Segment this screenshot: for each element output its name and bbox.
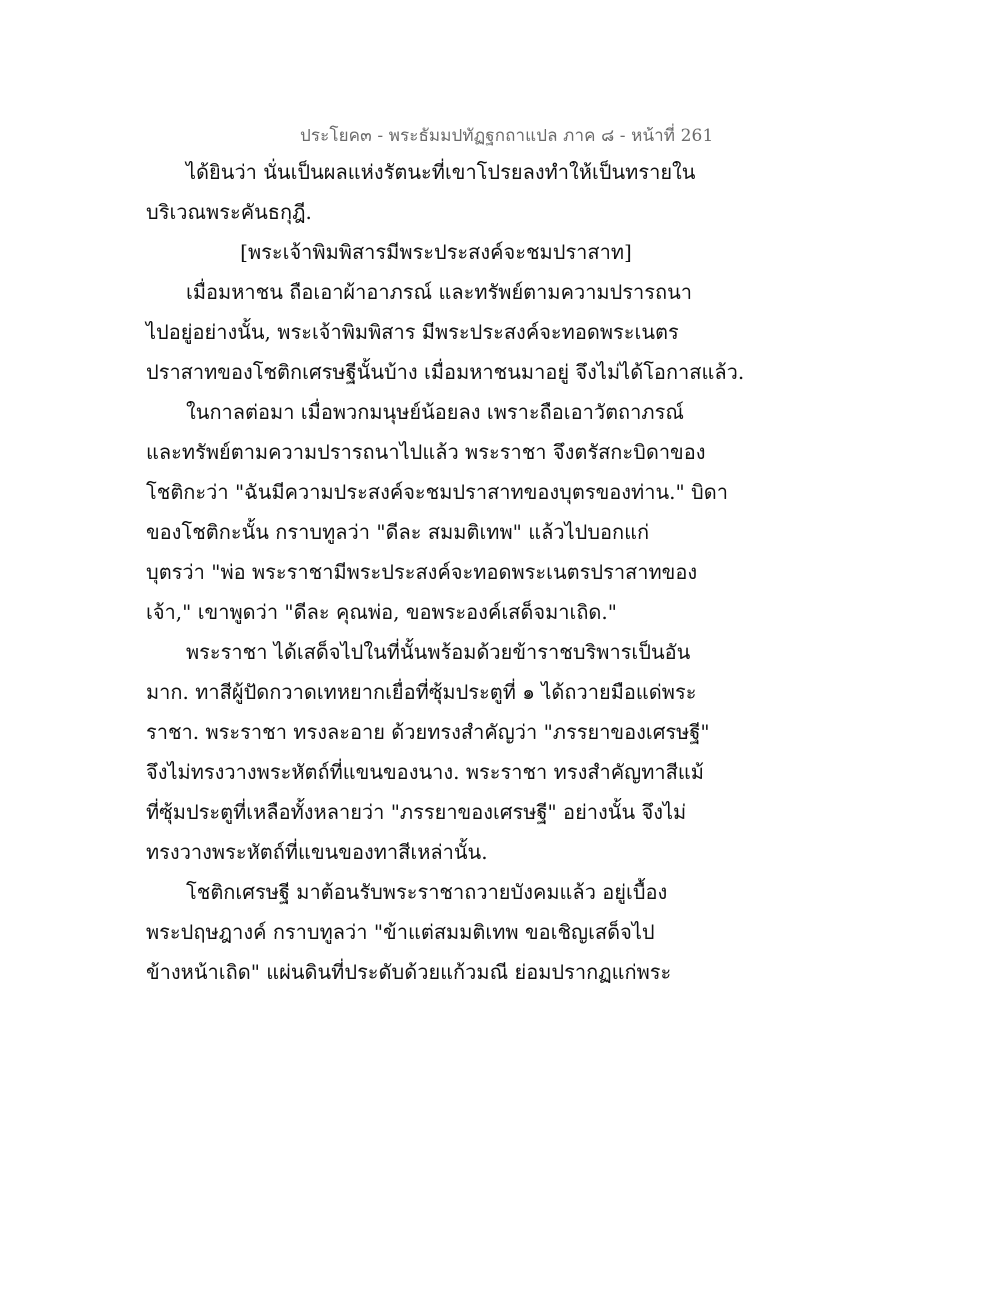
paragraph-line: พระปฤษฎางค์ กราบทูลว่า "ข้าแต่สมมติเทพ ขอเชิญเสด็จไป: [146, 920, 655, 944]
paragraph-line: เจ้า," เขาพูดว่า "ดีละ คุณพ่อ, ขอพระองค์เสด็จมาเถิด.": [146, 600, 617, 624]
paragraph-line: มาก. ทาสีผู้ปัดกวาดเทหยากเยื่อที่ซุ้มประตูที่ ๑ ได้ถวายมือแด่พระ: [146, 680, 697, 704]
paragraph-line: ไปอยู่อย่างนั้น, พระเจ้าพิมพิสาร มีพระประสงค์จะทอดพระเนตร: [146, 320, 679, 344]
section-heading: [พระเจ้าพิมพิสารมีพระประสงค์จะชมปราสาท]: [240, 240, 632, 264]
paragraph-line: จึงไม่ทรงวางพระหัตถ์ที่แขนของนาง. พระราชา ทรงสำคัญทาสีแม้: [146, 760, 704, 784]
paragraph-line: ของโชติกะนั้น กราบทูลว่า "ดีละ สมมติเทพ" แล้วไปบอกแก่: [146, 520, 650, 544]
paragraph-line: บุตรว่า "พ่อ พระราชามีพระประสงค์จะทอดพระเนตรปราสาทของ: [146, 560, 698, 584]
paragraph-line: ได้ยินว่า นั่นเป็นผลแห่งรัตนะที่เขาโปรยลงทำให้เป็นทรายใน: [186, 160, 696, 184]
paragraph-line: ทรงวางพระหัตถ์ที่แขนของทาสีเหล่านั้น.: [146, 840, 488, 864]
paragraph-line: เมื่อมหาชน ถือเอาผ้าอาภรณ์ และทรัพย์ตามความปรารถนา: [186, 280, 693, 304]
paragraph-line: ปราสาทของโชติกเศรษฐีนั้นบ้าง เมื่อมหาชนมาอยู่ จึงไม่ได้โอกาสแล้ว.: [146, 360, 745, 384]
paragraph-line: ข้างหน้าเถิด" แผ่นดินที่ประดับด้วยแก้วมณี ย่อมปรากฏแก่พระ: [146, 960, 672, 984]
paragraph-line: ที่ซุ้มประตูที่เหลือทั้งหลายว่า "ภรรยาของเศรษฐี" อย่างนั้น จึงไม่: [146, 800, 687, 824]
paragraph-line: และทรัพย์ตามความปรารถนาไปแล้ว พระราชา จึงตรัสกะบิดาของ: [146, 440, 706, 464]
paragraph-line: โชติกเศรษฐี มาต้อนรับพระราชาถวายบังคมแล้ว อยู่เบื้อง: [186, 880, 668, 904]
paragraph-line: โชติกะว่า "ฉันมีความประสงค์จะชมปราสาทของบุตรของท่าน." บิดา: [146, 480, 728, 504]
paragraph-line: พระราชา ได้เสด็จไปในที่นั้นพร้อมด้วยข้าราชบริพารเป็นอัน: [186, 640, 691, 664]
paragraph-line: ในกาลต่อมา เมื่อพวกมนุษย์น้อยลง เพราะถือเอาวัตถาภรณ์: [186, 400, 684, 424]
paragraph-line: บริเวณพระคันธกุฎี.: [146, 200, 312, 224]
body-text: [146, 152, 746, 992]
running-header: ประโยค๓ - พระธัมมปทัฏฐกถาแปล ภาค ๘ - หน้าที่ 261: [300, 126, 714, 146]
paragraph-line: ราชา. พระราชา ทรงละอาย ด้วยทรงสำคัญว่า "ภรรยาของเศรษฐี": [146, 720, 710, 744]
